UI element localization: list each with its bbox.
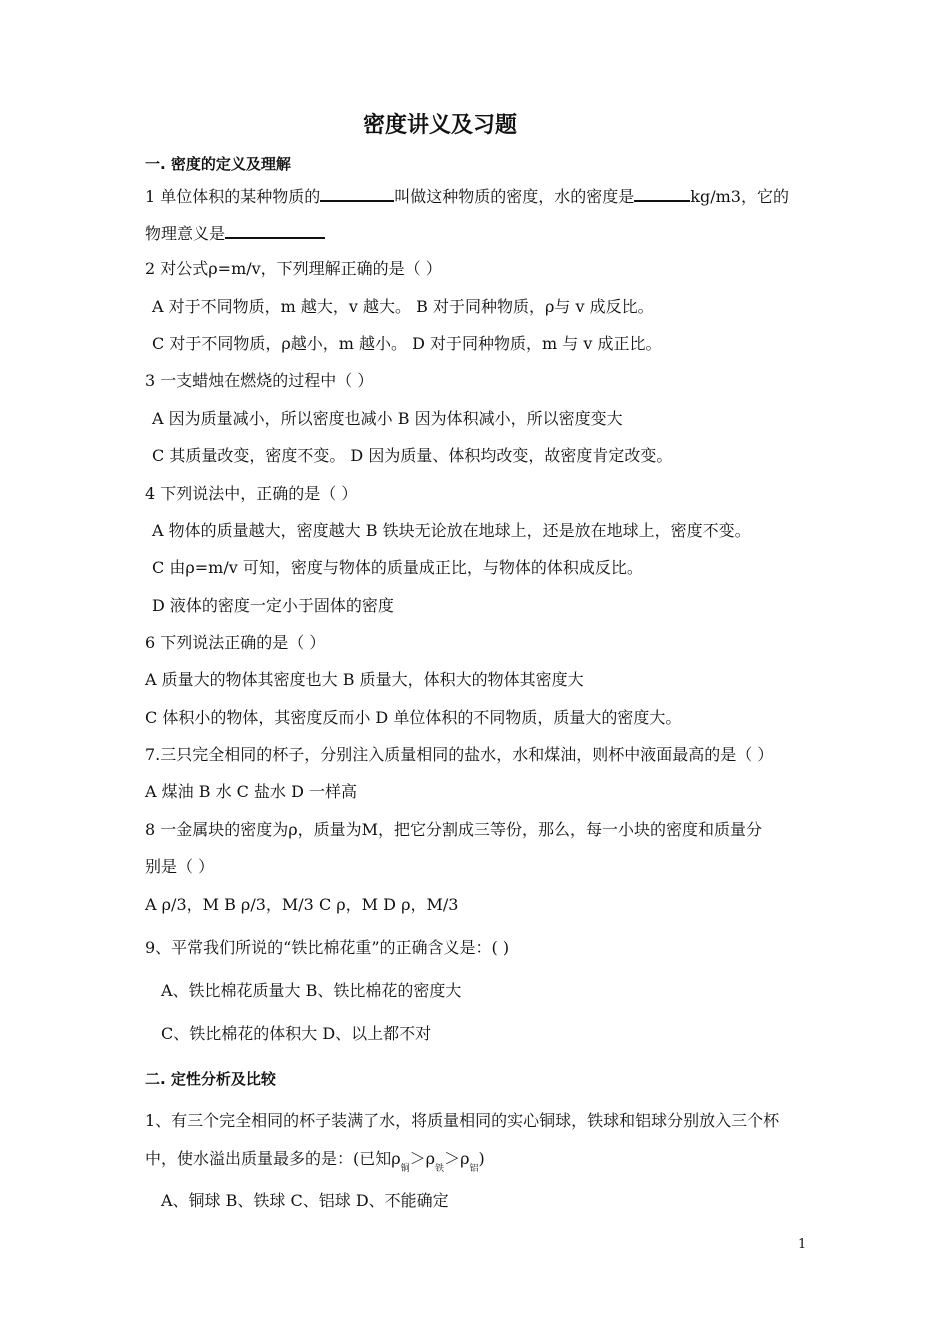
section-heading-1: 一. 密度的定义及理解 — [145, 155, 291, 173]
question-3-options-ab: A 因为质量减小，所以密度也减小 B 因为体积减小，所以密度变大 — [152, 409, 623, 428]
question-9-stem: 9、平常我们所说的“铁比棉花重”的正确含义是：( ) — [145, 938, 510, 957]
question-1-line-1 — [145, 184, 789, 208]
question-9-options-ab: A、铁比棉花质量大 B、铁比棉花的密度大 — [161, 981, 462, 1000]
question-4-option-d: D 液体的密度一定小于固体的密度 — [152, 596, 394, 615]
page-title: 密度讲义及习题 — [362, 113, 517, 138]
subscript-copper: 铜 — [400, 1164, 410, 1174]
section-2-question-1-line-2 — [145, 1148, 485, 1173]
blank-2 — [634, 184, 690, 202]
blank-1 — [320, 184, 394, 202]
question-1-line-2 — [145, 221, 325, 245]
question-2-stem: 2 对公式ρ=m/v，下列理解正确的是（ ） — [145, 259, 442, 278]
question-6-stem: 6 下列说法正确的是（ ） — [145, 633, 326, 652]
s2q1-gt-2: ＞ρ — [444, 1149, 470, 1168]
question-3-stem: 3 一支蜡烛在燃烧的过程中（ ） — [145, 371, 374, 390]
question-2-options-ab: A 对于不同物质，m 越大，v 越大。 B 对于同种物质，ρ与 v 成反比。 — [152, 297, 654, 316]
section-2-question-1-options: A、铜球 B、铁球 C、铝球 D、不能确定 — [161, 1191, 449, 1210]
question-4-option-c: C 由ρ=m/v 可知，密度与物体的质量成正比，与物体的体积成反比。 — [152, 558, 643, 577]
q1-text-c: kg/m3，它的 — [690, 187, 789, 206]
question-4-stem: 4 下列说法中，正确的是（ ） — [145, 484, 358, 503]
question-2-options-cd: C 对于不同物质，ρ越小，m 越小。 D 对于同种物质，m 与 v 成正比。 — [152, 334, 662, 353]
s2q1-text: 中，使水溢出质量最多的是：(已知ρ — [145, 1149, 401, 1168]
section-heading-2: 二. 定性分析及比较 — [145, 1070, 276, 1088]
question-4-options-ab: A 物体的质量越大，密度越大 B 铁块无论放在地球上，还是放在地球上，密度不变。 — [152, 521, 751, 540]
question-8-stem-line-2: 别是（ ） — [145, 857, 215, 876]
question-6-options-cd: C 体积小的物体，其密度反而小 D 单位体积的不同物质，质量大的密度大。 — [145, 708, 682, 727]
page-number: 1 — [798, 1237, 807, 1252]
question-8-options: A ρ/3，M B ρ/3，M/3 C ρ，M D ρ，M/3 — [145, 895, 459, 914]
question-6-options-ab: A 质量大的物体其密度也大 B 质量大，体积大的物体其密度大 — [145, 670, 584, 689]
question-7-stem: 7.三只完全相同的杯子，分别注入质量相同的盐水，水和煤油，则杯中液面最高的是（ ） — [145, 745, 774, 764]
question-8-stem-line-1: 8 一金属块的密度为ρ，质量为M，把它分割成三等份，那么，每一小块的密度和质量分 — [145, 820, 763, 839]
section-2-question-1-line-1: 1、有三个完全相同的杯子装满了水，将质量相同的实心铜球，铁球和铝球分别放入三个杯 — [145, 1111, 780, 1130]
blank-3 — [225, 221, 325, 239]
subscript-aluminum: 铝 — [469, 1164, 479, 1174]
s2q1-close: ) — [478, 1149, 485, 1168]
question-7-options: A 煤油 B 水 C 盐水 D 一样高 — [145, 782, 357, 801]
q1-text-a: 1 单位体积的某种物质的 — [145, 187, 321, 206]
q1-text-d: 物理意义是 — [145, 224, 226, 243]
question-9-options-cd: C、铁比棉花的体积大 D、以上都不对 — [161, 1024, 432, 1043]
s2q1-gt-1: ＞ρ — [409, 1149, 436, 1168]
question-3-options-cd: C 其质量改变，密度不变。 D 因为质量、体积均改变，故密度肯定改变。 — [152, 446, 673, 465]
q1-text-b: 叫做这种物质的密度，水的密度是 — [394, 187, 635, 206]
subscript-iron: 铁 — [435, 1164, 445, 1174]
